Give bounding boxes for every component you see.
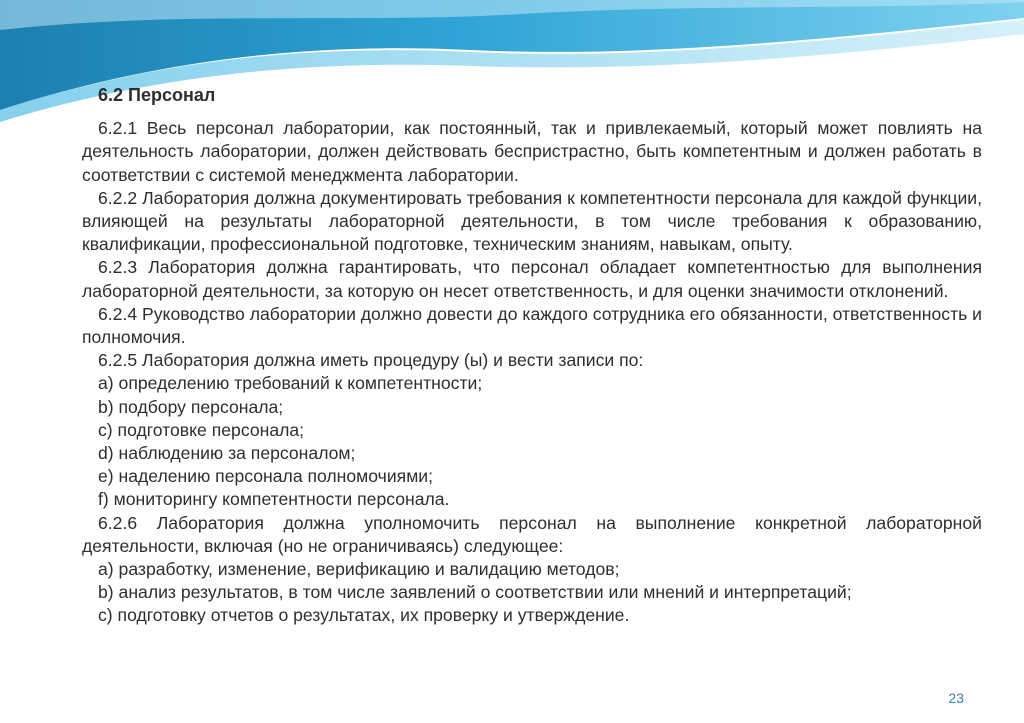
slide-content [82, 84, 982, 628]
paragraph-6-2-4: 6.2.4 Руководство лаборатории должно довести до каждого сотрудника его обязанности, ответственность и полномочия. [82, 303, 983, 348]
paragraph-6-2-2: 6.2.2 Лаборатория должна документировать требования к компетентности персонала для каждой функции, влияющей на результаты лабораторной деятельности, в том числе требования к образованию, квалификации, профессиональной подготовке, техническим знаниям, навыкам, опыту. [82, 187, 982, 255]
paragraph-6-2-3: 6.2.3 Лаборатория должна гарантировать, что персонал обладает компетентностью для выполнения лабораторной деятельности, за которую он несет ответственность, и для оценки значимости отклонений. [82, 257, 982, 301]
section-heading: 6.2 Персонал [98, 85, 216, 105]
list-item: f) мониторингу компетентности персонала. [98, 489, 450, 510]
list-item: b) подбору персонала; [98, 396, 284, 417]
page-number: 23 [948, 690, 964, 706]
paragraph-6-2-1: 6.2.1 Весь персонал лаборатории, как постоянный, так и привлекаемый, который может повлиять на деятельность лаборатории, должен действовать беспристрастно, быть компетентным и должен работать в соответствии с системой менеджмента лаборатории. [82, 118, 982, 185]
list-item: c) подготовку отчетов о результатах, их проверку и утверждение. [98, 605, 630, 626]
list-item: a) определению требований к компетентности; [98, 373, 483, 394]
list-item: a) разработку, изменение, верификацию и валидацию методов; [98, 559, 620, 580]
list-item: e) наделению персонала полномочиями; [98, 466, 434, 487]
list-item: b) анализ результатов, в том числе заявлений о соответствии или мнений и интерпретаций; [98, 582, 852, 603]
paragraph-6-2-6: 6.2.6 Лаборатория должна уполномочить персонал на выполнение конкретной лабораторной деятельности, включая (но не ограничиваясь) следующее: [82, 512, 982, 556]
list-item: d) наблюдению за персоналом; [98, 443, 356, 464]
list-item: c) подготовке персонала; [98, 419, 305, 440]
paragraph-6-2-5: 6.2.5 Лаборатория должна иметь процедуру (ы) и вести записи по: [98, 350, 644, 371]
